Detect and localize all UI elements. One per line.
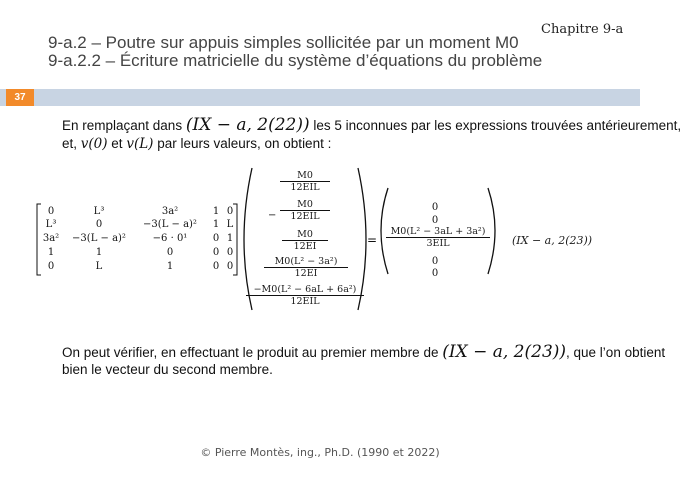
fraction-numerator: M0 xyxy=(297,170,313,181)
matrix-cell: 0 xyxy=(226,247,234,258)
matrix-cell: L xyxy=(226,219,234,230)
conclusion-text-b: , que l’on obtient xyxy=(566,345,666,360)
unknown-entry-1 xyxy=(280,170,330,193)
footer-copyright: © Pierre Montès, ing., Ph.D. (1990 et 2022) xyxy=(200,446,440,459)
fraction-denominator: 12EI xyxy=(282,240,328,252)
intro-text-b: les 5 inconnues par les expressions trouvées antérieurement, xyxy=(313,118,681,133)
unknown-entry-4 xyxy=(264,256,348,279)
equation-reference: (IX − a, 2(23)) xyxy=(442,342,567,362)
matrix-cell: 0 xyxy=(212,233,220,244)
intro-text-c: et, xyxy=(62,136,78,151)
conclusion-text-a: On peut vérifier, en effectuant le produit au premier membre de xyxy=(62,345,439,360)
rhs-entry-4: 0 xyxy=(431,256,439,267)
matrix-cell: −6 · 0¹ xyxy=(152,233,188,244)
matrix-cell: 0 xyxy=(212,261,220,272)
v0-symbol: v(0) xyxy=(80,136,108,152)
matrix-cell: 0 xyxy=(47,206,55,217)
matrix-cell: −3(L − a)² xyxy=(143,219,197,230)
unknown-entry-5 xyxy=(246,284,364,307)
matrix-cell: L³ xyxy=(45,219,57,230)
fraction-denominator: 12EIL xyxy=(246,295,364,307)
slide-subtitle: 9-a.2.2 – Écriture matricielle du système d’équations du problème xyxy=(48,51,543,70)
conclusion-line-2: bien le vecteur du second membre. xyxy=(62,362,273,377)
matrix-cell: 0 xyxy=(226,206,234,217)
matrix-cell: 0 xyxy=(95,219,103,230)
matrix-cell: 3a² xyxy=(161,206,179,217)
fraction-denominator: 12EIL xyxy=(280,181,330,193)
fraction-numerator: M0(L² − 3a²) xyxy=(274,256,338,267)
matrix-cell: 1 xyxy=(166,261,174,272)
chapter-label: Chapitre 9-a xyxy=(541,22,624,37)
fraction-denominator: 12EIL xyxy=(280,210,330,222)
equation-label: (IX − a, 2(23)) xyxy=(512,234,593,247)
intro-text-d: et xyxy=(111,136,123,151)
matrix-cell: 0 xyxy=(166,247,174,258)
rhs-entry-3 xyxy=(386,226,490,249)
conclusion-line-1 xyxy=(62,342,665,362)
matrix-cell: L xyxy=(95,261,103,272)
matrix-cell: 1 xyxy=(95,247,103,258)
equals-sign: = xyxy=(367,233,378,247)
matrix-cell: 0 xyxy=(226,261,234,272)
fraction-numerator: M0 xyxy=(297,199,313,210)
fraction-numerator: M0(L² − 3aL + 3a²) xyxy=(390,226,486,237)
vL-symbol: v(L) xyxy=(126,136,154,152)
fraction-numerator: M0 xyxy=(297,229,313,240)
fraction-denominator: 12EI xyxy=(264,267,348,279)
matrix-cell: 1 xyxy=(226,233,234,244)
intro-text-e: par leurs valeurs, on obtient : xyxy=(157,136,332,151)
matrix-cell: 0 xyxy=(212,247,220,258)
matrix-cell: 0 xyxy=(47,261,55,272)
fraction-denominator: 3EIL xyxy=(386,237,490,249)
fraction-numerator: −M0(L² − 6aL + 6a²) xyxy=(253,284,357,295)
matrix-cell: L³ xyxy=(93,206,105,217)
matrix-cell: −3(L − a)² xyxy=(72,233,126,244)
coefficient-matrix xyxy=(40,206,236,276)
intro-text-a: En remplaçant dans xyxy=(62,118,183,133)
matrix-cell: 1 xyxy=(212,206,220,217)
rhs-entry-2: 0 xyxy=(431,215,439,226)
unknown-entry-2 xyxy=(280,199,330,222)
unknown-entry-3 xyxy=(282,229,328,252)
matrix-cell: 1 xyxy=(47,247,55,258)
rhs-entry-5: 0 xyxy=(431,268,439,279)
matrix-cell: 3a² xyxy=(42,233,60,244)
equation-reference: (IX − a, 2(22)) xyxy=(185,115,310,135)
matrix-cell: 1 xyxy=(212,219,220,230)
slide-title: 9-a.2 – Poutre sur appuis simples sollicitée par un moment M0 xyxy=(48,33,519,52)
negative-sign: − xyxy=(268,210,277,221)
rhs-entry-1: 0 xyxy=(431,202,439,213)
slide-number: 37 xyxy=(6,89,34,106)
